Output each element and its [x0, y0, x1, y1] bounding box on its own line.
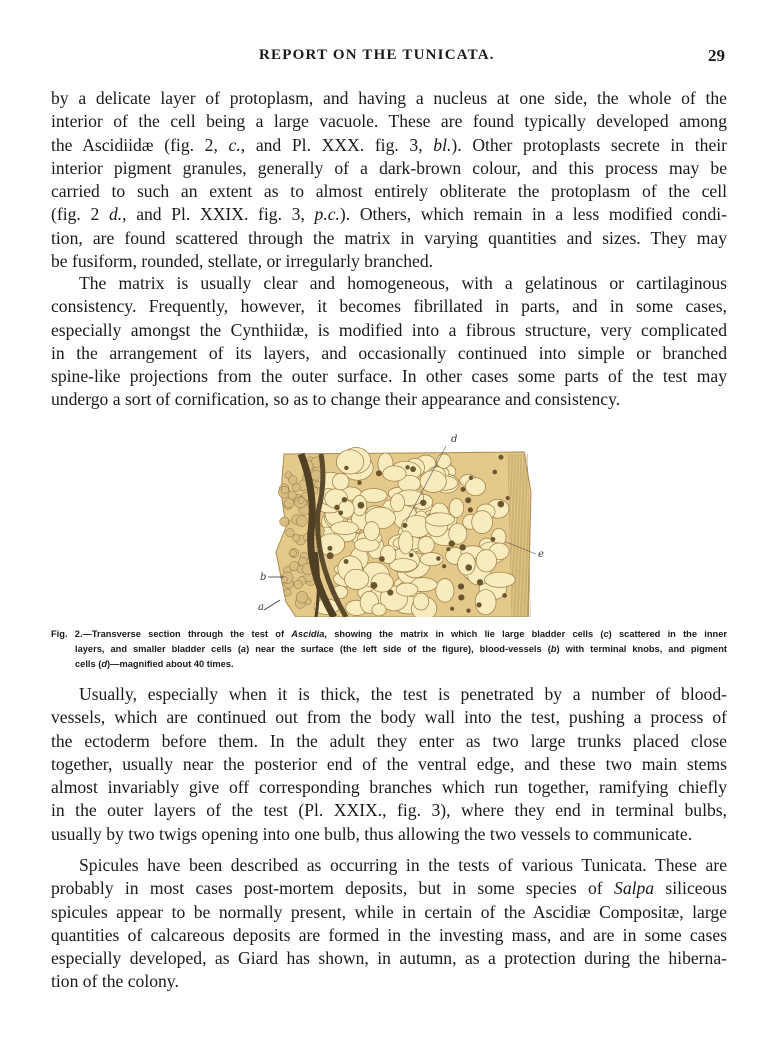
- bladder-cell: [338, 500, 354, 518]
- text-line: Usually, especially when it is thick, the test is penetrated by a number of blood-: [79, 684, 727, 704]
- paragraph-4: [51, 854, 727, 994]
- bladder-cell: [331, 522, 359, 535]
- text-line: tion, are found scattered through the matrix in varying quantities and sizes. They may: [51, 227, 727, 248]
- paragraph-1: [51, 87, 727, 273]
- text-line: undergo a sort of cornification, so as to change their appearance and consistency.: [51, 389, 621, 410]
- bladder-cell: [364, 522, 380, 541]
- running-header: REPORT ON THE TUNICATA.: [259, 47, 495, 63]
- text-line: usually by two twigs opening into one bulb, thus allowing the two vessels to communicate.: [51, 823, 693, 844]
- text-line: consistency. Frequently, however, it becomes fibrillated in parts, and in some cases,: [51, 296, 727, 317]
- bladder-cell: [425, 513, 454, 526]
- italic-text: bl.: [433, 134, 452, 155]
- bladder-cell: [437, 454, 451, 469]
- text-line: probably in most cases post-mortem deposits, but in some species of Salpa siliceous: [51, 878, 727, 899]
- bladder-cell: [436, 579, 454, 603]
- text-line: vessels, which are continued out from the body wall into the test, pushing a process of: [51, 707, 727, 728]
- text-line: spine-like projections from the outer surface. In other cases some parts of the test may: [51, 366, 727, 387]
- text-line: especially amongst the Cynthiidæ, is modified into a fibrous structure, very complicated: [51, 319, 727, 340]
- bladder-cell: [383, 466, 406, 481]
- figure-2-illustration: [256, 432, 546, 617]
- bladder-cell: [332, 473, 349, 490]
- text-line: (fig. 2 d., and Pl. XXIX. fig. 3, p.c.). Others, which remain in a less modified condi-: [51, 204, 727, 225]
- italic-text: d: [101, 659, 108, 669]
- text-line: together, usually near the posterior end of the ventral edge, and these two main stems: [51, 753, 727, 774]
- text-line: Spicules have been described as occurring in the tests of various Tunicata. These are: [79, 855, 727, 875]
- bladder-cell: [475, 590, 496, 615]
- bladder-cell: [391, 493, 405, 511]
- text-line: by a delicate layer of protoplasm, and having a nucleus at one side, the whole of the: [51, 88, 727, 108]
- bladder-cell: [418, 536, 434, 553]
- bladder-cell: [413, 593, 429, 610]
- bladder-cell: [449, 499, 464, 518]
- italic-text: Salpa: [614, 878, 655, 899]
- text-line: almost invariably give off corresponding branches which run together, ramifying chiefly: [51, 777, 727, 798]
- text-line: the ectoderm before them. In the adult they enter as two large trunks placed close: [51, 730, 727, 751]
- text-line: carried to such an extent as to almost entirely obliterate the protoplasm of the cell: [51, 181, 727, 202]
- text-line: Fig. 2.—Transverse section through the test of Ascidia, showing the matrix in which lie large bladder cells (c) scattered in the inner: [51, 629, 727, 639]
- italic-text: c.: [228, 134, 241, 155]
- figure-caption: [51, 627, 727, 672]
- bladder-cell: [354, 538, 379, 552]
- italic-text: b: [550, 644, 557, 654]
- italic-text: a: [240, 644, 247, 654]
- text-line: the Ascidiidæ (fig. 2, c., and Pl. XXX. fig. 3, bl.). Other protoplasts secrete in their: [51, 134, 728, 155]
- bladder-cell: [372, 604, 386, 616]
- text-line: interior of the cell being a large vacuole. These are found typically developed among: [51, 111, 727, 132]
- text-line: in the outer layers of the test (Pl. XXIX., fig. 3), where they end in terminal bulbs,: [51, 800, 727, 821]
- figure-label-d: d: [451, 434, 458, 445]
- bladder-cell: [344, 569, 368, 589]
- italic-text: d.: [108, 204, 123, 225]
- page-number: 29: [708, 46, 725, 65]
- bladder-cell: [465, 478, 485, 496]
- text-line: interior pigment granules, generally of a dark-brown colour, and this process may be: [51, 157, 727, 178]
- text-line: especially developed, as Giard has shown, in autumn, as a protection during the hiberna-: [51, 948, 727, 969]
- bladder-cell: [420, 471, 446, 493]
- bladder-cell: [485, 572, 516, 587]
- bladder-cell: [458, 553, 476, 575]
- figure-label-e: e: [538, 549, 544, 560]
- text-line: quantities of calcareous deposits are formed in the investing mass, and are in some cases: [51, 924, 727, 945]
- italic-text: p.c.: [314, 204, 340, 225]
- figure-label-a: a: [258, 602, 264, 613]
- text-line: tion of the colony.: [51, 971, 179, 992]
- bladder-cell: [396, 583, 418, 596]
- text-line: be fusiform, rounded, stellate, or irregularly branched.: [51, 251, 434, 272]
- bladder-cell: [399, 531, 413, 554]
- paragraph-2: [51, 272, 727, 412]
- bladder-cell: [472, 511, 493, 534]
- text-line: cells (d)—magnified about 40 times.: [75, 659, 234, 669]
- bladder-cell: [336, 450, 363, 474]
- text-line: spicules appear to be normally present, while in certain of the Ascidiæ Compositæ, large: [51, 901, 727, 922]
- figure-label-b: b: [260, 572, 267, 583]
- bladder-cell: [476, 550, 496, 572]
- text-line: in the arrangement of its layers, and occasionally continued into simple or branched: [51, 342, 727, 363]
- paragraph-3: [51, 683, 727, 846]
- italic-text: c: [603, 629, 609, 639]
- text-line: The matrix is usually clear and homogeneous, with a gelatinous or cartilaginous: [79, 273, 727, 293]
- italic-text: Ascidia: [291, 629, 325, 639]
- text-line: layers, and smaller bladder cells (a) near the surface (the left side of the figure), blood-vessels (b) with terminal knobs, and pigment: [75, 644, 727, 654]
